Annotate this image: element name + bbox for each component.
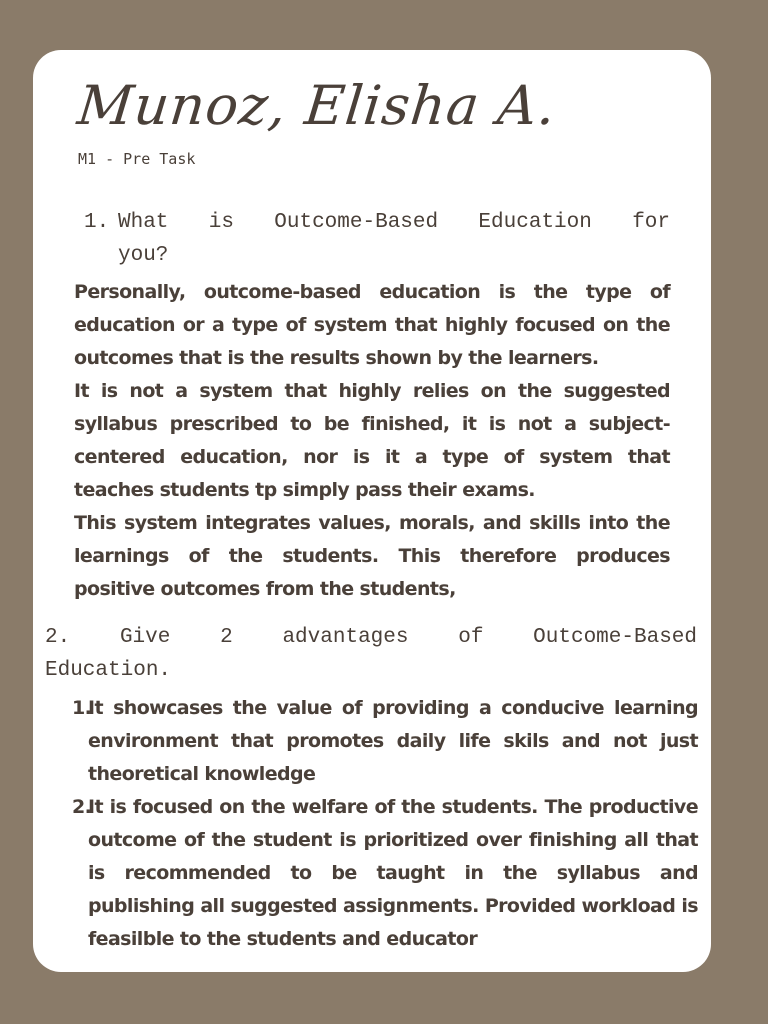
answer-1-paragraph: It is not a system that highly relies on the suggested syllabus prescribed to be finished, it is not a subject-centered education, nor is it a type of system that teaches students tp simply pass their exams. (74, 380, 670, 501)
list-item-text: It is focused on the welfare of the students. The productive outcome of the student is prioritized over finishing all that is recommended to be taught in the syllabus and publishing all suggested assignments. Provided workload is feasilble to the students and educator (88, 796, 698, 950)
list-item-text: It showcases the value of providing a conducive learning environment that promotes daily life skils and not just theoretical knowledge (88, 697, 698, 785)
task-subtitle: M1 - Pre Task (78, 150, 196, 168)
list-item (72, 692, 698, 791)
question-1-line-1: What is Outcome-Based Education for (118, 211, 670, 234)
question-1-line-2: you? (118, 244, 169, 267)
question-1 (84, 206, 670, 272)
student-name: Munoz, Elisha A. (74, 74, 560, 137)
list-item-number: 1. (72, 697, 92, 719)
question-1-number: 1. (84, 211, 110, 234)
answer-1-paragraph: This system integrates values, morals, and skills into the learnings of the students. This therefore produces positive outcomes from the students, (74, 512, 670, 600)
list-item (72, 791, 698, 956)
list-item-number: 2. (72, 796, 92, 818)
answer-1-paragraph: Personally, outcome-based education is the type of education or a type of system that highly focused on the outcomes that is the results shown by the learners. (74, 281, 670, 369)
answer-2-list (72, 692, 698, 956)
question-2 (45, 621, 697, 687)
question-2-line-2: Education. (45, 659, 172, 682)
answer-1 (74, 276, 670, 606)
question-2-line-1: 2. Give 2 advantages of Outcome-Based (45, 626, 697, 649)
